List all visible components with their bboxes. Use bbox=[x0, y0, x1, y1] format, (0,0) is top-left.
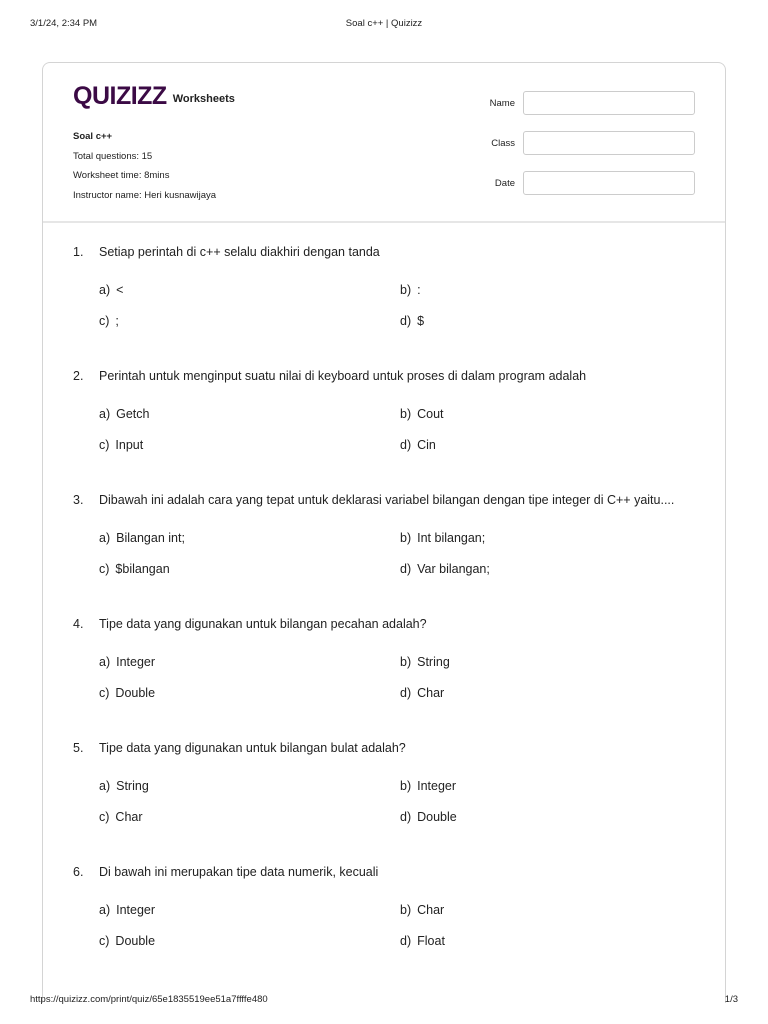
option-a bbox=[99, 283, 123, 297]
option-text: Int bilangan; bbox=[417, 531, 486, 545]
total-questions: Total questions: 15 bbox=[73, 150, 153, 162]
date-input[interactable] bbox=[523, 171, 695, 195]
option-text: String bbox=[417, 655, 450, 669]
option-text: Double bbox=[115, 934, 156, 948]
option-letter: d) bbox=[400, 810, 412, 824]
option-d bbox=[400, 438, 436, 452]
question-text bbox=[73, 617, 427, 631]
question-prompt: Di bawah ini merupakan tipe data numerik, kecuali bbox=[99, 865, 379, 879]
option-text: Getch bbox=[116, 407, 150, 421]
question-2 bbox=[73, 369, 705, 493]
question-text bbox=[73, 493, 674, 507]
option-letter: a) bbox=[99, 283, 111, 297]
option-a bbox=[99, 407, 149, 421]
question-1 bbox=[73, 245, 705, 369]
option-text: $ bbox=[417, 314, 425, 328]
option-letter: d) bbox=[400, 934, 412, 948]
option-b bbox=[400, 283, 421, 297]
option-letter: a) bbox=[99, 407, 111, 421]
page-url: https://quizizz.com/print/quiz/65e1835519ee51a7ffffe480 bbox=[30, 994, 268, 1005]
date-field bbox=[475, 171, 695, 195]
class-label: Class bbox=[491, 137, 515, 149]
class-input[interactable] bbox=[523, 131, 695, 155]
option-letter: a) bbox=[99, 655, 111, 669]
question-text bbox=[73, 741, 406, 755]
option-text: Double bbox=[417, 810, 457, 824]
option-d bbox=[400, 686, 444, 700]
option-c bbox=[99, 438, 143, 452]
option-a bbox=[99, 903, 155, 917]
question-number: 5. bbox=[73, 741, 84, 755]
option-letter: b) bbox=[400, 903, 412, 917]
option-letter: c) bbox=[99, 562, 110, 576]
option-letter: c) bbox=[99, 934, 110, 948]
name-label: Name bbox=[489, 97, 515, 109]
option-letter: b) bbox=[400, 407, 412, 421]
class-field bbox=[475, 131, 695, 155]
question-4 bbox=[73, 617, 705, 741]
question-5 bbox=[73, 741, 705, 865]
question-3 bbox=[73, 493, 705, 617]
option-text: Double bbox=[115, 686, 156, 700]
option-a bbox=[99, 531, 185, 545]
option-text: ; bbox=[115, 314, 119, 328]
name-input[interactable] bbox=[523, 91, 695, 115]
option-letter: a) bbox=[99, 531, 111, 545]
option-text: Cin bbox=[417, 438, 436, 452]
option-a bbox=[99, 655, 155, 669]
option-letter: a) bbox=[99, 779, 111, 793]
option-text: < bbox=[116, 283, 124, 297]
option-d bbox=[400, 562, 490, 576]
worksheet-time: Worksheet time: 8mins bbox=[73, 170, 170, 181]
worksheets-label: Worksheets bbox=[172, 93, 235, 105]
question-prompt: Dibawah ini adalah cara yang tepat untuk deklarasi variabel bilangan dengan tipe integer di C++ yaitu.... bbox=[99, 493, 675, 507]
option-letter: d) bbox=[400, 314, 412, 328]
question-text bbox=[73, 865, 378, 879]
instructor-name: Instructor name: Heri kusnawijaya bbox=[73, 189, 217, 201]
option-text: Var bilangan; bbox=[417, 562, 490, 576]
question-prompt: Perintah untuk menginput suatu nilai di keyboard untuk proses di dalam program adalah bbox=[99, 369, 587, 383]
question-prompt: Tipe data yang digunakan untuk bilangan bulat adalah? bbox=[99, 741, 406, 755]
option-letter: d) bbox=[400, 438, 412, 452]
option-text: Char bbox=[417, 903, 445, 917]
option-text: : bbox=[417, 283, 421, 297]
quiz-meta bbox=[73, 127, 216, 205]
option-text: String bbox=[116, 779, 149, 793]
option-text: Integer bbox=[116, 903, 156, 917]
option-b bbox=[400, 407, 444, 421]
option-letter: d) bbox=[400, 562, 412, 576]
worksheet bbox=[42, 62, 726, 1003]
option-text: Bilangan int; bbox=[116, 531, 185, 545]
option-letter: a) bbox=[99, 903, 111, 917]
option-letter: b) bbox=[400, 779, 412, 793]
option-c bbox=[99, 314, 119, 328]
option-letter: c) bbox=[99, 810, 110, 824]
option-text: Input bbox=[115, 438, 144, 452]
print-page-title: Soal c++ | Quizizz bbox=[345, 18, 423, 29]
question-number: 6. bbox=[73, 865, 84, 879]
option-text: Float bbox=[417, 934, 445, 948]
question-text bbox=[73, 245, 380, 259]
option-text: Integer bbox=[417, 779, 457, 793]
worksheet-header bbox=[43, 63, 725, 223]
option-text: Cout bbox=[417, 407, 444, 421]
question-prompt: Setiap perintah di c++ selalu diakhiri dengan tanda bbox=[99, 245, 380, 259]
option-text: Integer bbox=[116, 655, 156, 669]
option-d bbox=[400, 810, 457, 824]
option-c bbox=[99, 686, 155, 700]
name-field bbox=[475, 91, 695, 115]
option-d bbox=[400, 934, 445, 948]
question-number: 2. bbox=[73, 369, 84, 383]
option-c bbox=[99, 562, 170, 576]
quizizz-logo: QUIZIZZ bbox=[73, 82, 167, 110]
option-b bbox=[400, 903, 444, 917]
option-b bbox=[400, 531, 485, 545]
question-list bbox=[73, 245, 705, 989]
question-number: 3. bbox=[73, 493, 84, 507]
option-letter: b) bbox=[400, 655, 412, 669]
question-number: 4. bbox=[73, 617, 84, 631]
option-letter: c) bbox=[99, 686, 110, 700]
option-c bbox=[99, 934, 155, 948]
date-label: Date bbox=[494, 177, 515, 189]
option-letter: d) bbox=[400, 686, 412, 700]
print-datetime: 3/1/24, 2:34 PM bbox=[30, 18, 98, 29]
option-a bbox=[99, 779, 149, 793]
brand bbox=[73, 83, 235, 109]
option-d bbox=[400, 314, 424, 328]
question-6 bbox=[73, 865, 705, 989]
option-c bbox=[99, 810, 143, 824]
page-counter: 1/3 bbox=[724, 994, 738, 1005]
question-prompt: Tipe data yang digunakan untuk bilangan pecahan adalah? bbox=[99, 617, 427, 631]
option-letter: c) bbox=[99, 438, 110, 452]
option-letter: c) bbox=[99, 314, 110, 328]
option-b bbox=[400, 655, 450, 669]
option-letter: b) bbox=[400, 531, 412, 545]
quiz-title: Soal c++ bbox=[73, 131, 113, 142]
option-text: Char bbox=[417, 686, 445, 700]
option-b bbox=[400, 779, 456, 793]
question-text bbox=[73, 369, 586, 383]
question-number: 1. bbox=[73, 245, 84, 259]
option-letter: b) bbox=[400, 283, 412, 297]
option-text: Char bbox=[115, 810, 143, 824]
option-text: $bilangan bbox=[115, 562, 170, 576]
